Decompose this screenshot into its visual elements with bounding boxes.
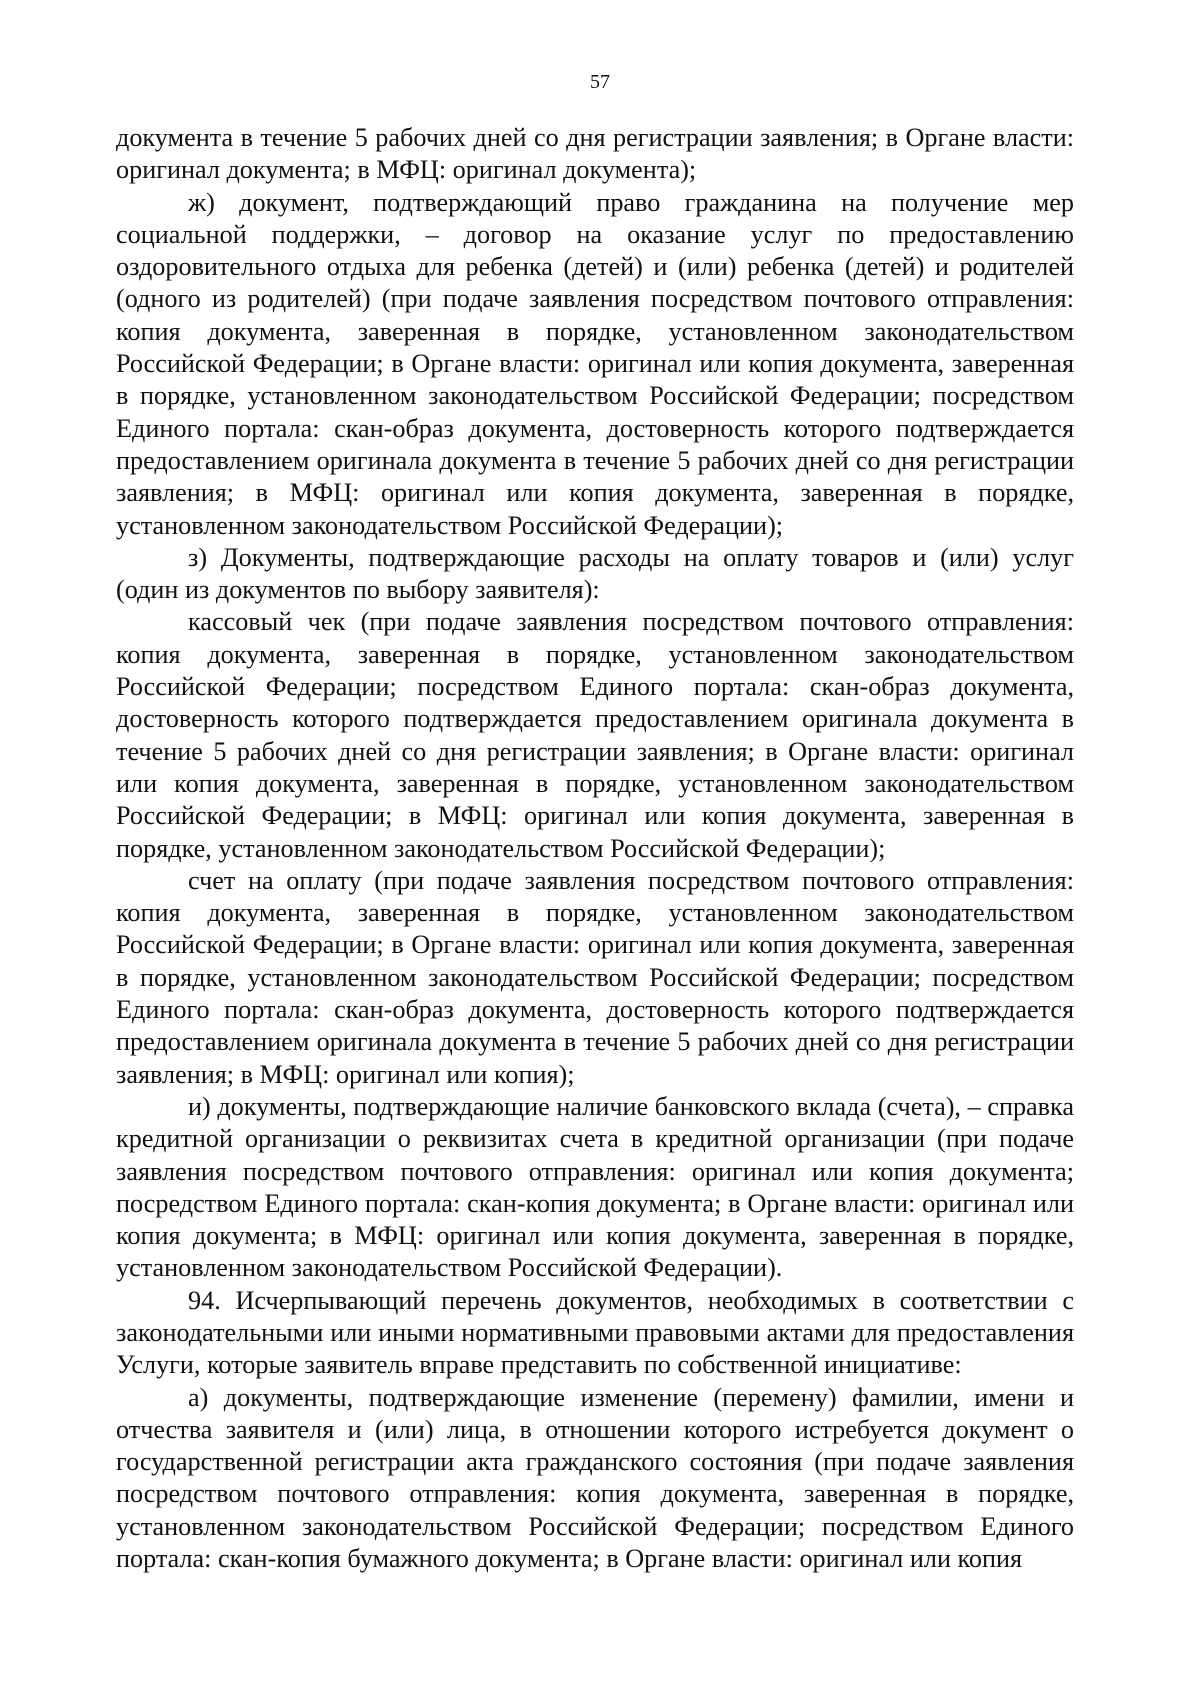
paragraph-item-zh: ж) документ, подтверждающий право гражданина на получение мер социальной поддержки, – договор на оказание услуг по предоставлению оздоровительного отдыха для ребенка (детей) и (или) ребенка (детей) и родителей (одного из родителей) (при подаче заявления посредством почтового отправления: копия документа, заверенная в порядке, установленном законодательством Российской Федерации; в Органе власти: оригинал или копия документа, заверенная в порядке, установленном законодательством Российской Федерации; посредством Единого портала: скан-образ документа, достоверность которого подтверждается предоставлением оригинала документа в течение 5 рабочих дней со дня регистрации заявления; в МФЦ: оригинал или копия документа, заверенная в порядке, установленном законодательством Российской Федерации); (116, 187, 1074, 540)
paragraph-item-i: и) документы, подтверждающие наличие банковского вклада (счета), – справка кредитной организации о реквизитах счета в кредитной организации (при подаче заявления посредством почтового отправления: оригинал или копия документа; посредством Единого портала: скан-копия документа; в Органе власти: оригинал или копия документа; в МФЦ: оригинал или копия документа, заверенная в порядке, установленном законодательством Российской Федерации). (116, 1091, 1074, 1283)
paragraph-invoice: счет на оплату (при подаче заявления посредством почтового отправления: копия документа, заверенная в порядке, установленном законодательством Российской Федерации; в Органе власти: оригинал или копия документа, заверенная в порядке, установленном законодательством Российской Федерации; посредством Единого портала: скан-образ документа, достоверность которого подтверждается предоставлением оригинала документа в течение 5 рабочих дней со дня регистрации заявления; в МФЦ: оригинал или копия); (116, 865, 1074, 1089)
paragraph-94: 94. Исчерпывающий перечень документов, необходимых в соответствии с законодательными или иными нормативными правовыми актами для предоставления Услуги, которые заявитель вправе представить по собственной инициативе: (116, 1285, 1074, 1380)
paragraph-item-a: а) документы, подтверждающие изменение (перемену) фамилии, имени и отчества заявителя и (или) лица, в отношении которого истребуется документ о государственной регистрации акта гражданского состояния (при подаче заявления посредством почтового отправления: копия документа, заверенная в порядке, установленном законодательством Российской Федерации; посредством Единого портала: скан-копия бумажного документа; в Органе власти: оригинал или копия (116, 1382, 1074, 1574)
paragraph-cash-receipt: кассовый чек (при подаче заявления посредством почтового отправления: копия документа, заверенная в порядке, установленном законодательством Российской Федерации; посредством Единого портала: скан-образ документа, достоверность которого подтверждается предоставлением оригинала документа в течение 5 рабочих дней со дня регистрации заявления; в Органе власти: оригинал или копия документа, заверенная в порядке, установленном законодательством Российской Федерации; в МФЦ: оригинал или копия документа, заверенная в порядке, установленном законодательством Российской Федерации); (116, 607, 1074, 863)
page-number: 57 (590, 71, 610, 93)
document-body (116, 122, 1074, 1575)
paragraph-item-z: з) Документы, подтверждающие расходы на оплату товаров и (или) услуг (один из документов по выбору заявителя): (116, 542, 1074, 605)
paragraph-continuation: документа в течение 5 рабочих дней со дня регистрации заявления; в Органе власти: оригинал документа; в МФЦ: оригинал документа); (116, 123, 1074, 185)
